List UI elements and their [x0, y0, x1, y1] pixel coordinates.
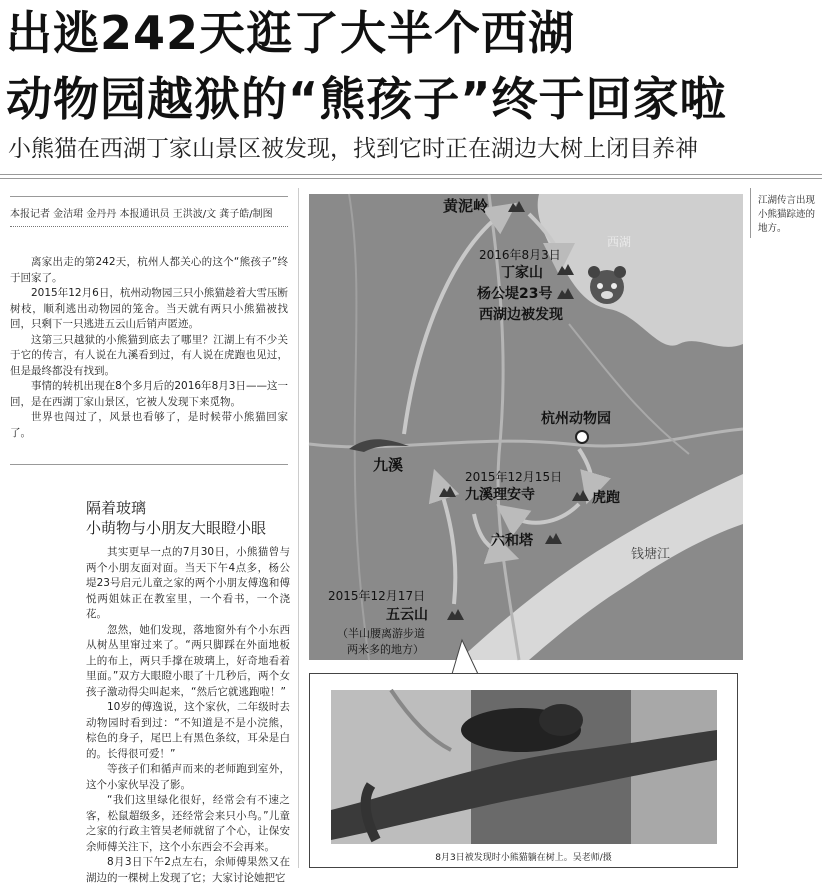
sidebar-paragraph: 其实更早一点的7月30日，小熊猫曾与两个小朋友面对面。当天下午4点多，杨公堤23号启元儿童之家的两个小朋友傅逸和傅悦两姐妹正在教室里，一个看书，一个浇花。 — [86, 546, 290, 620]
divider — [10, 464, 288, 465]
subheadline: 小熊猫在西湖丁家山景区被发现，找到它时正在湖边大树上闭目养神 — [8, 136, 698, 162]
photo-caption: 8月3日被发现时小熊猫躺在树上。吴老师/摄 — [435, 853, 612, 863]
sidebar-story — [86, 545, 290, 884]
sidebar-paragraph: 8月3日下午2点左右，余师傅果然又在湖边的一棵树上发现了它；大家讨论她把它 — [86, 856, 290, 884]
byline: 本报记者 金洁珺 金丹丹 本报通讯员 王洪波/文 龚子皓/制图 — [10, 209, 273, 220]
story-paragraph: 离家出走的第242天，杭州人都关心的这个“熊孩子”终于回家了。 — [10, 256, 288, 284]
side-note: 江湖传言出现小熊猫踪迹的地方。 — [758, 195, 816, 234]
headline-line2: 动物园越狱的“熊孩子”终于回家啦 — [6, 72, 727, 126]
label-yanggongdi: 杨公堤23号 — [477, 286, 553, 302]
route-map — [309, 194, 743, 660]
divider — [10, 196, 288, 197]
zoo-marker-icon — [576, 431, 588, 443]
label-note2: 两米多的地方） — [347, 643, 424, 656]
label-note1: （半山腰离游步道 — [337, 627, 425, 640]
main-story — [10, 255, 288, 441]
red-panda-photo — [331, 690, 717, 844]
label-huangniling: 黄泥岭 — [443, 197, 489, 215]
divider — [0, 174, 822, 175]
label-qiantang: 钱塘江 — [631, 547, 671, 562]
photo-frame — [309, 673, 738, 868]
label-xihubian: 西湖边被发现 — [479, 307, 563, 323]
sidebar-paragraph: 10岁的傅逸说，这个家伙，二年级时去动物园时看到过：“不知道是不是小浣熊，棕色的身子，尾巴上有黑色条纹，耳朵是白的。长得很可爱！” — [86, 701, 290, 760]
label-liuhe: 六和塔 — [491, 533, 533, 549]
label-jiuxi: 九溪 — [373, 456, 404, 474]
story-paragraph: 这第三只越狱的小熊猫到底去了哪里？江湖上有不少关于它的传言，有人说在九溪看到过，有人说在虎跑也见过，但是最终都没有找到。 — [10, 333, 288, 377]
headline-line1: 出逃242天逛了大半个西湖 — [6, 6, 576, 60]
label-date-1217: 2015年12月17日 — [328, 589, 426, 603]
label-wuyunshan: 五云山 — [386, 607, 428, 623]
label-dingjiashan: 丁家山 — [501, 265, 543, 281]
story-paragraph: 事情的转机出现在8个多月后的2016年8月3日——这一回，是在西湖丁家山景区，它被人发现下来觅物。 — [10, 380, 288, 408]
story-paragraph: 世界也闯过了，风景也看够了，是时候带小熊猫回家了。 — [10, 411, 288, 439]
label-hupao: 虎跑 — [592, 490, 620, 506]
divider — [750, 188, 751, 238]
divider — [298, 188, 299, 868]
story-paragraph: 2015年12月6日，杭州动物园三只小熊猫趁着大雪压断树枝，顺利逃出动物园的笼舍。当天就有两只小熊猫被找回，只剩下一只逃进五云山后销声匿迹。 — [10, 287, 288, 330]
label-date-2016: 2016年8月3日 — [479, 248, 561, 262]
label-xihu: 西湖 — [607, 235, 632, 249]
sidebar-paragraph: 忽然，她们发现，落地窗外有个小东西从树丛里窜过来了。“两只脚踩在外面地板上的布上，两只手撑在玻璃上，好奇地看着里面。”双方大眼瞪小眼了十几秒后，两个女孩子激动得尖叫起来，“然后它就逃跑啦！” — [86, 623, 290, 698]
divider — [10, 226, 288, 228]
divider — [0, 178, 822, 179]
sidebar-paragraph: “我们这里绿化很好，经常会有不速之客，松鼠超级多，还经常会来只小鸟。”儿童之家的行政主管吴老师就留了个心，让保安余师傅关注下，这个小东西会不会再来。 — [86, 794, 290, 853]
label-zoo: 杭州动物园 — [541, 411, 611, 427]
sidebar-heading: 隔着玻璃 — [86, 499, 147, 517]
sidebar-paragraph: 等孩子们和循声而来的老师跑到室外，这个小家伙早没了影。 — [86, 763, 290, 791]
label-date-1215: 2015年12月15日 — [465, 470, 563, 484]
label-jiuxilisi: 九溪理安寺 — [465, 487, 535, 503]
sidebar-subheading: 小萌物与小朋友大眼瞪小眼 — [86, 519, 267, 537]
